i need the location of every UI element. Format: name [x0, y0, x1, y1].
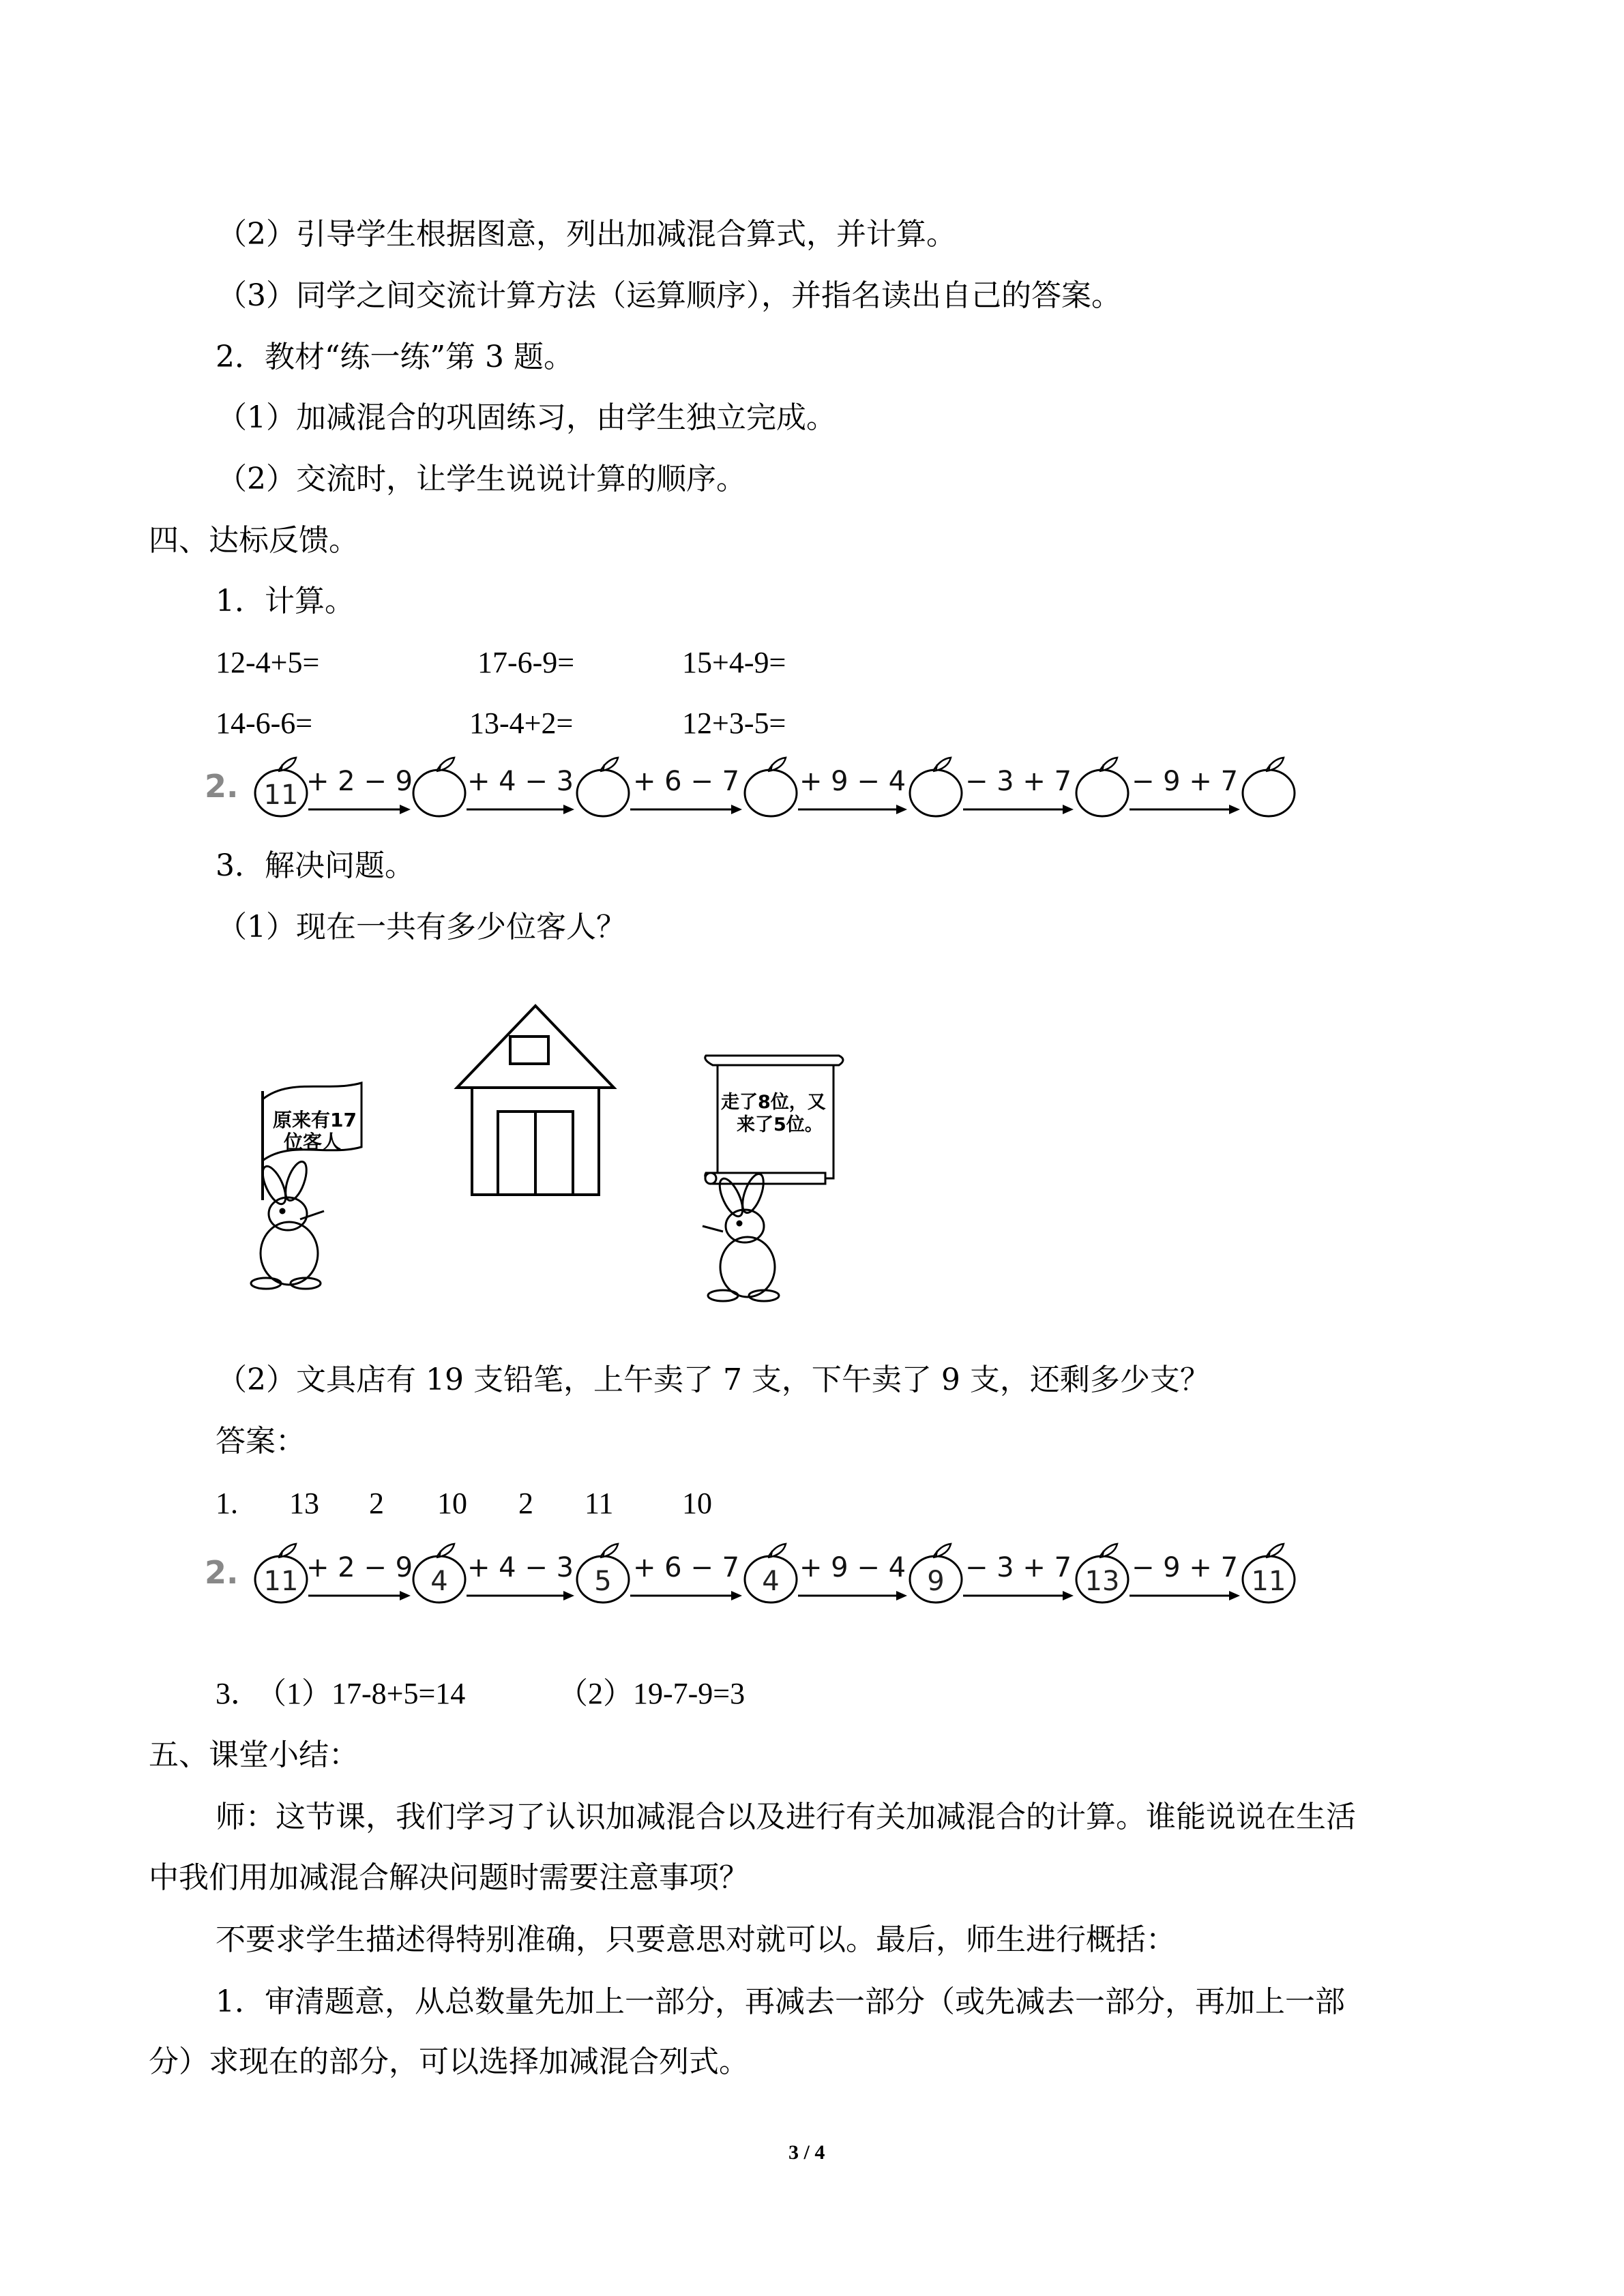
answer-value: （1）17-8+5=14	[256, 1677, 466, 1710]
text-line: 1．计算。	[216, 584, 355, 618]
apple-icon	[745, 758, 797, 816]
chain-arrowhead	[563, 1591, 574, 1600]
apple-number: 11	[263, 1566, 299, 1597]
exercise-item: 17-6-9=	[477, 646, 575, 679]
exercise-item: 12+3-5=	[682, 706, 786, 740]
text-line: （2）交流时，让学生说说计算的顺序。	[217, 462, 746, 496]
answer-value: 2	[369, 1487, 384, 1520]
text-line: （3）同学之间交流计算方法（运算顺序），并指名读出自己的答案。	[217, 278, 1121, 313]
chain-operation: + 2 − 9	[306, 766, 413, 797]
answer-label: 1.	[216, 1487, 238, 1520]
text-line: 3．解决问题。	[216, 848, 415, 883]
text-line: （1）加减混合的巩固练习，由学生独立完成。	[217, 400, 836, 435]
chain-arrowhead	[563, 805, 574, 814]
text-line: 不要求学生描述得特别准确，只要意思对就可以。最后，师生进行概括：	[216, 1922, 1176, 1957]
exercise-item: 14-6-6=	[216, 706, 313, 740]
answer-value: 13	[289, 1487, 319, 1520]
answer-label: 3．	[216, 1677, 261, 1710]
chain-operation: + 4 − 3	[467, 766, 574, 797]
text-line: 1．审清题意，从总数量先加上一部分，再减去一部分（或先减去一部分，再加上一部	[216, 1984, 1345, 2019]
apple-number: 5	[594, 1566, 612, 1597]
apple-chain-answer	[205, 1533, 1364, 1615]
apple-icon	[910, 758, 962, 816]
chain-operation: − 9 + 7	[1131, 1552, 1239, 1583]
chain-operation: − 3 + 7	[964, 1552, 1072, 1583]
exercise-item: 12-4+5=	[216, 646, 320, 679]
chain-operation: + 2 − 9	[306, 1552, 413, 1583]
exercise-item: 15+4-9=	[682, 646, 786, 679]
text-line: 分）求现在的部分，可以选择加减混合列式。	[149, 2044, 749, 2079]
chain-label: 2.	[205, 768, 239, 805]
text-line: （2）引导学生根据图意，列出加减混合算式，并计算。	[217, 217, 956, 252]
section-heading: 五、课堂小结：	[149, 1738, 359, 1772]
apple-icon	[1243, 758, 1295, 816]
chain-operation: + 9 − 4	[799, 1552, 906, 1583]
apple-number: 13	[1084, 1566, 1120, 1597]
exercise-item: 13-4+2=	[469, 706, 574, 740]
chain-arrowhead	[400, 1591, 411, 1600]
apple-number: 11	[263, 779, 299, 811]
flag-text: 位客人	[284, 1131, 342, 1153]
chain-arrowhead	[896, 805, 907, 814]
text-line: （2）文具店有 19 支铅笔，上午卖了 7 支，下午卖了 9 支，还剩多少支？	[217, 1362, 1210, 1397]
chain-operation: + 9 − 4	[799, 766, 906, 797]
chain-label: 2.	[205, 1554, 239, 1591]
scroll-text: 走了8位，又	[721, 1092, 826, 1113]
apple-chain-question	[205, 747, 1364, 829]
answer-value: 11	[585, 1487, 614, 1520]
chain-arrowhead	[1229, 1591, 1240, 1600]
apple-number: 4	[762, 1566, 780, 1597]
answer-value: 10	[682, 1487, 712, 1520]
text-line: （1）现在一共有多少位客人？	[217, 910, 626, 944]
chain-arrowhead	[400, 805, 411, 814]
chain-arrowhead	[1063, 1591, 1074, 1600]
answer-value: 2	[518, 1487, 533, 1520]
text-line: 答案：	[216, 1424, 306, 1459]
apple-icon	[1076, 758, 1128, 816]
text-line: 中我们用加减混合解决问题时需要注意事项？	[149, 1860, 749, 1895]
section-heading: 四、达标反馈。	[149, 523, 359, 558]
chain-arrowhead	[731, 805, 742, 814]
chain-arrowhead	[896, 1591, 907, 1600]
flag-text: 原来有17	[273, 1109, 357, 1131]
chain-operation: + 6 − 7	[632, 1552, 740, 1583]
apple-number: 9	[927, 1566, 945, 1597]
house-icon	[457, 1006, 614, 1195]
text-line: 师：这节课，我们学习了认识加减混合以及进行有关加减混合的计算。谁能说说在生活	[216, 1800, 1356, 1834]
guest-illustration	[225, 968, 873, 1309]
page-number: 3 / 4	[788, 2141, 825, 2164]
apple-icon	[577, 758, 629, 816]
rabbit-icon	[703, 1172, 779, 1301]
apple-icon	[413, 758, 465, 816]
chain-operation: + 4 − 3	[467, 1552, 574, 1583]
scroll-text: 来了5位。	[737, 1114, 823, 1135]
apple-number: 4	[430, 1566, 448, 1597]
answer-value: （2）19-7-9=3	[558, 1677, 745, 1710]
chain-operation: + 6 − 7	[632, 766, 740, 797]
chain-arrowhead	[1229, 805, 1240, 814]
chain-arrowhead	[1063, 805, 1074, 814]
text-line: 2．教材“练一练”第 3 题。	[216, 340, 574, 374]
answer-value: 10	[437, 1487, 467, 1520]
apple-number: 11	[1251, 1566, 1286, 1597]
chain-operation: − 9 + 7	[1131, 766, 1239, 797]
chain-arrowhead	[731, 1591, 742, 1600]
chain-operation: − 3 + 7	[964, 766, 1072, 797]
